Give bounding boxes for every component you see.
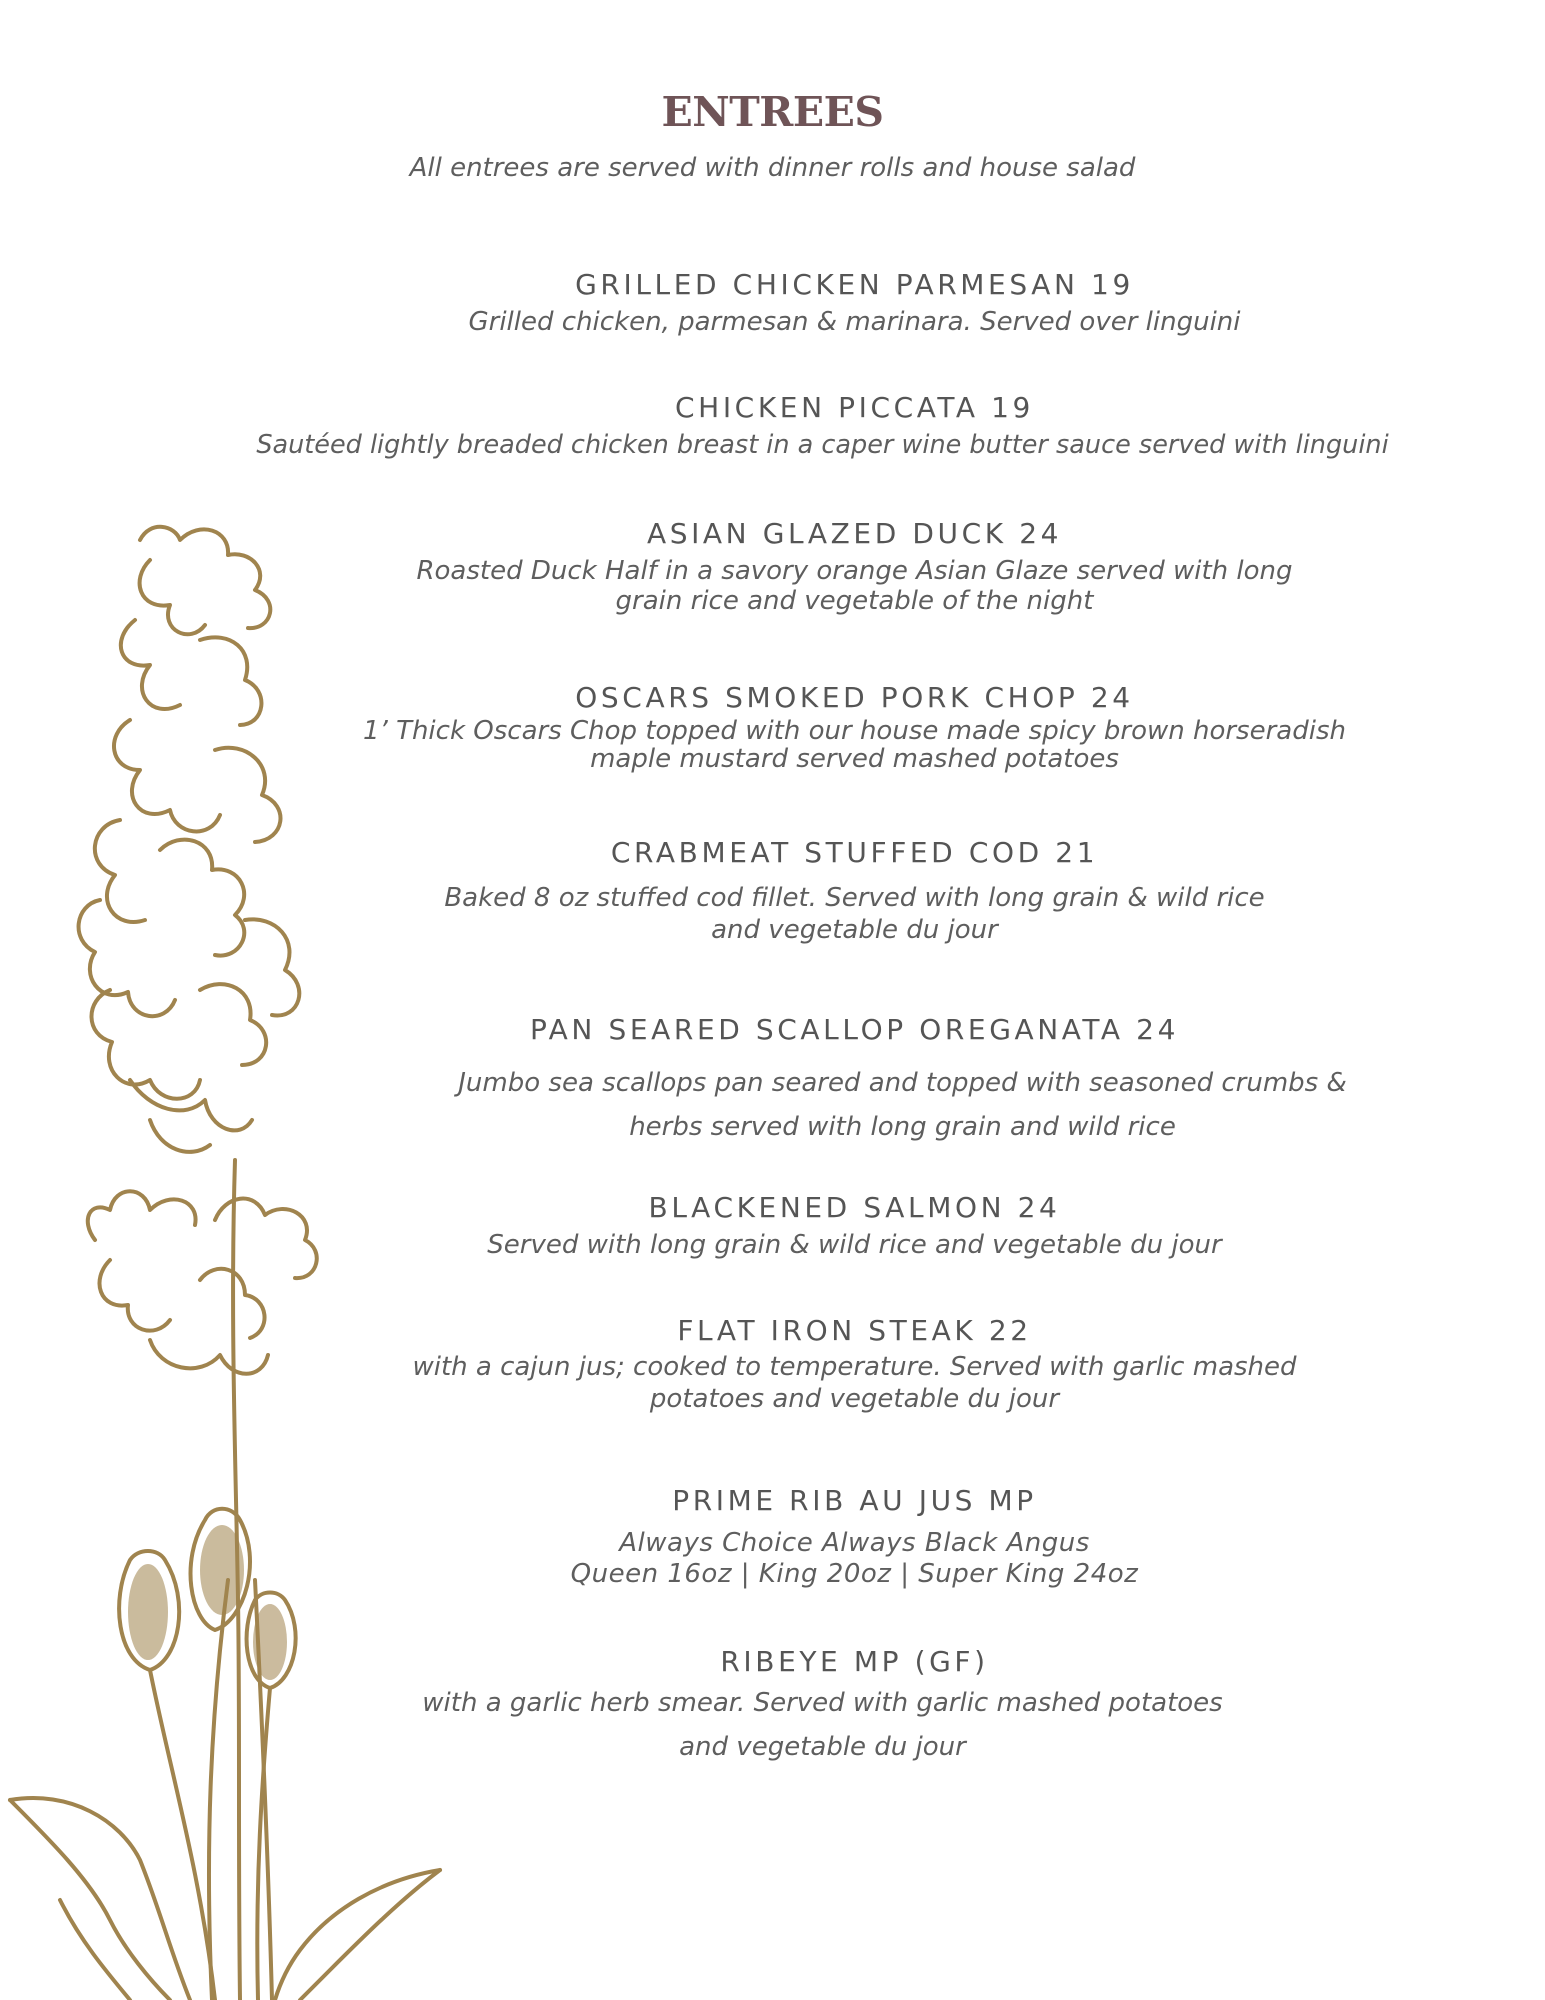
dish-name: PRIME RIB AU JUS MP xyxy=(672,1484,1037,1517)
dish-description-line: potatoes and vegetable du jour xyxy=(649,1384,1060,1414)
dish-description-line: grain rice and vegetable of the night xyxy=(615,586,1094,616)
dish-name: BLACKENED SALMON 24 xyxy=(648,1191,1061,1224)
dish-name: CRABMEAT STUFFED COD 21 xyxy=(610,836,1099,869)
dish-description-line: with a garlic herb smear. Served with garlic mashed potatoes xyxy=(422,1688,1223,1718)
dish-description-line: and vegetable du jour xyxy=(679,1732,966,1762)
dish-description-line: Grilled chicken, parmesan & marinara. Served over linguini xyxy=(468,307,1241,337)
dish-description-line: Served with long grain & wild rice and vegetable du jour xyxy=(487,1230,1222,1260)
page-subtitle: All entrees are served with dinner rolls and house salad xyxy=(409,153,1136,183)
dish-description-line: with a cajun jus; cooked to temperature. Served with garlic mashed xyxy=(412,1352,1297,1382)
dish-name: PAN SEARED SCALLOP OREGANATA 24 xyxy=(529,1013,1179,1046)
dish-name: CHICKEN PICCATA 19 xyxy=(675,391,1034,424)
dish-name: ASIAN GLAZED DUCK 24 xyxy=(646,517,1063,550)
dish-description xyxy=(82,1528,1545,1590)
dish-description xyxy=(82,717,1545,773)
dish-description xyxy=(82,882,1545,946)
dish-description-line: Jumbo sea scallops pan seared and topped with seasoned crumbs & xyxy=(458,1068,1347,1098)
dish-name: OSCARS SMOKED PORK CHOP 24 xyxy=(575,681,1134,714)
dish-description-line: maple mustard served mashed potatoes xyxy=(590,744,1119,774)
dish-description xyxy=(130,1061,1545,1149)
dish-description-line: herbs served with long grain and wild rice xyxy=(629,1112,1176,1142)
dish-name: GRILLED CHICKEN PARMESAN 19 xyxy=(575,268,1134,301)
dish-description-line: Queen 16oz | King 20oz | Super King 24oz xyxy=(570,1559,1139,1589)
dish-description xyxy=(50,1681,1545,1769)
dish-description-line: 1’ Thick Oscars Chop topped with our house made spicy brown horseradish xyxy=(363,716,1346,746)
dish-description xyxy=(82,304,1545,340)
dish-description-line: Sautéed lightly breaded chicken breast in a caper wine butter sauce served with linguini xyxy=(256,430,1389,460)
dish-description-line: Baked 8 oz stuffed cod fillet. Served with long grain & wild rice xyxy=(444,883,1265,913)
dish-name: FLAT IRON STEAK 22 xyxy=(677,1314,1032,1347)
dish-description-line: Roasted Duck Half in a savory orange Asian Glaze served with long xyxy=(416,556,1293,586)
dish-description-line: and vegetable du jour xyxy=(711,915,998,945)
page-title: ENTREES xyxy=(661,88,884,136)
dish-description xyxy=(82,1351,1545,1415)
dish-description xyxy=(82,556,1545,616)
dish-description xyxy=(50,427,1545,463)
dish-name: RIBEYE MP (GF) xyxy=(720,1645,989,1678)
dish-description xyxy=(82,1227,1545,1263)
dish-description-line: Always Choice Always Black Angus xyxy=(619,1528,1090,1558)
